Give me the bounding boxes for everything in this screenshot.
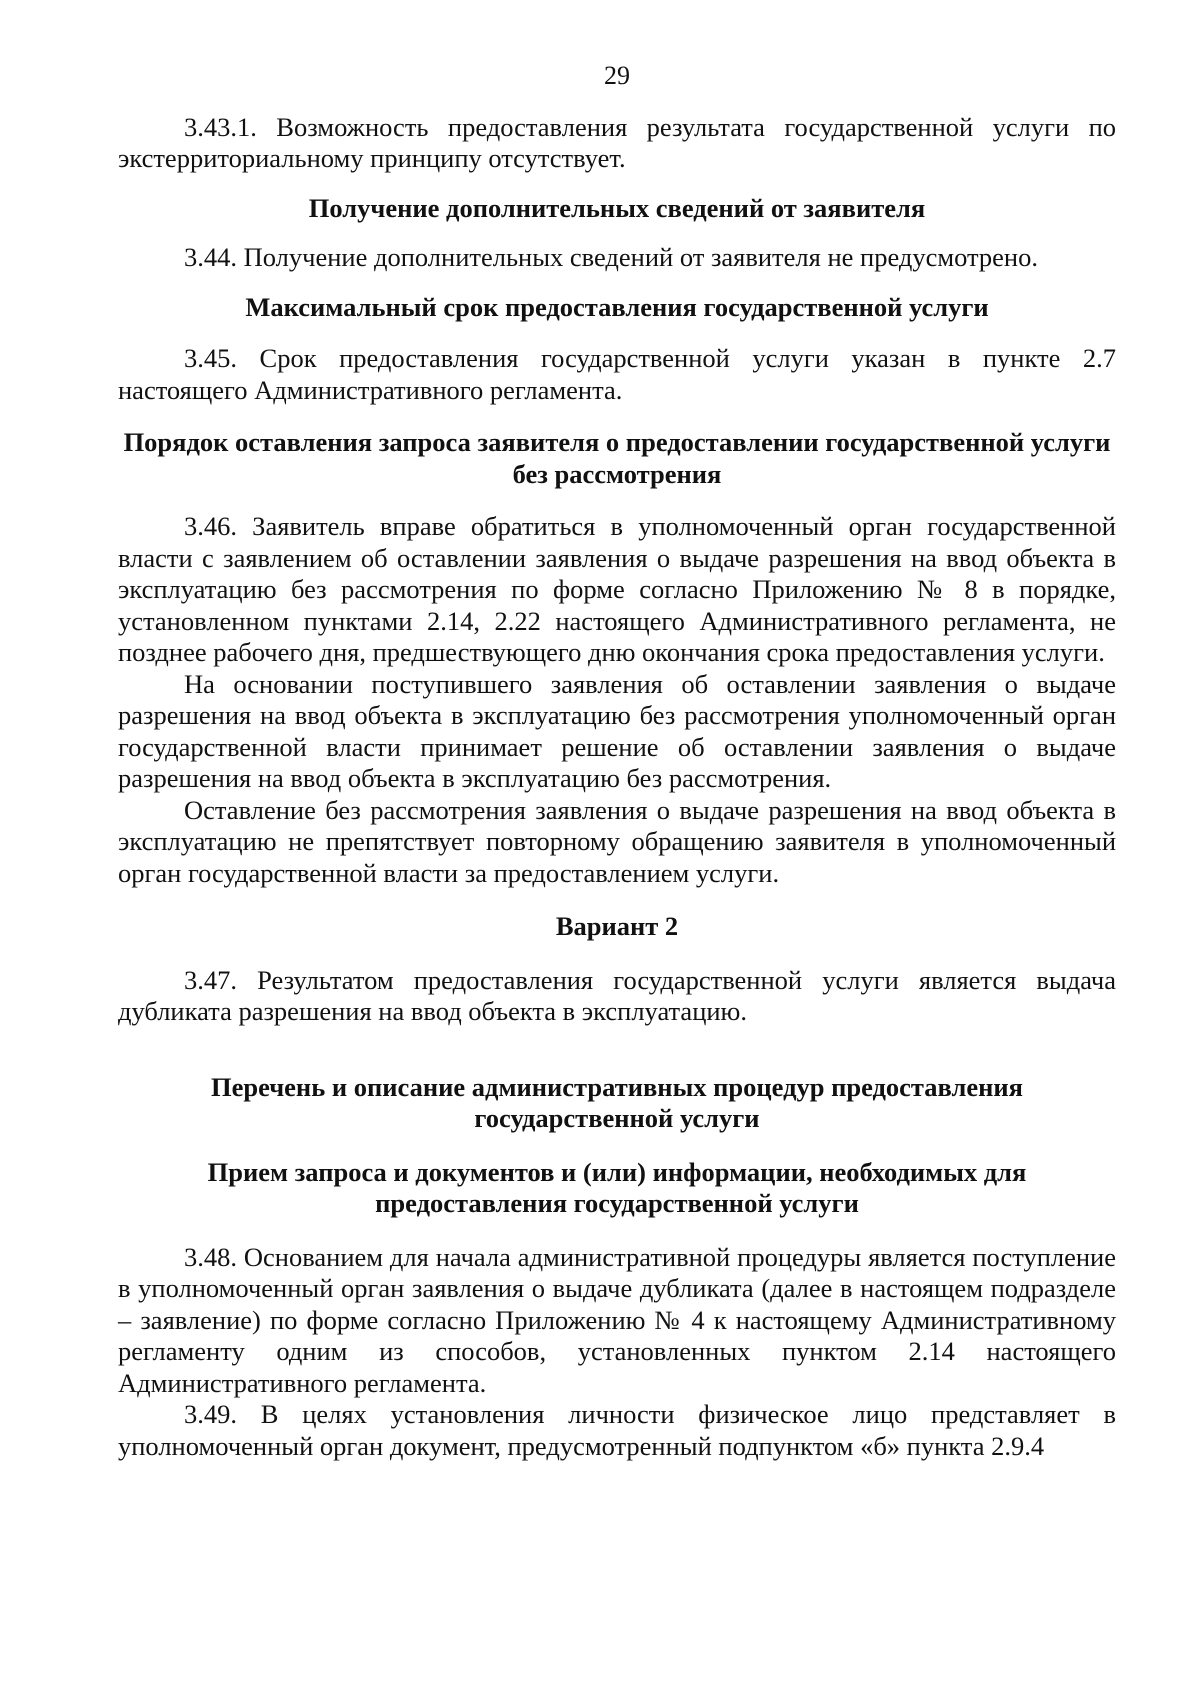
heading-request-reception: Прием запроса и документов и (или) информации, необходимых для предоставления государственной услуги — [207, 1156, 1027, 1218]
heading-variant-2: Вариант 2 — [555, 911, 679, 941]
page-number: 29 — [604, 61, 630, 90]
paragraph-3-47: 3.47. Результатом предоставления государственной услуги является выдача дубликата разрешения на ввод объекта в эксплуатацию. — [118, 964, 1116, 1026]
heading-additional-info: Получение дополнительных сведений от заявителя — [308, 192, 926, 223]
paragraph-3-46-decision: На основании поступившего заявления об оставлении заявления о выдаче разрешения на ввод объекта в эксплуатацию без рассмотрения уполномоченный орган государственной власти принимает решение об оставлении заявления о выдаче разрешения на ввод объекта в эксплуатацию без рассмотрения. — [118, 668, 1116, 793]
paragraph-3-48: 3.48. Основанием для начала административной процедуры является поступление в уполномоченный орган заявления о выдаче дубликата (далее в настоящем подразделе – заявление) по форме согласно Приложению № 4 к настоящему Административному регламенту одним из способов, установленных пунктом 2.14 настоящего Административного регламента. — [118, 1241, 1116, 1398]
heading-max-term: Максимальный срок предоставления государственной услуги — [245, 291, 989, 322]
heading-leave-without-review: Порядок оставления запроса заявителя о предоставлении государственной услуги без рассмотрения — [123, 427, 1111, 489]
heading-procedures-list: Перечень и описание административных процедур предоставления государственной услуги — [211, 1071, 1023, 1133]
document-page — [118, 60, 1116, 1462]
paragraph-3-45: 3.45. Срок предоставления государственной услуги указан в пункте 2.7 настоящего Административного регламента. — [118, 343, 1116, 405]
paragraph-3-44: 3.44. Получение дополнительных сведений от заявителя не предусмотрено. — [184, 242, 1038, 272]
paragraph-3-46-no-obstacle: Оставление без рассмотрения заявления о выдаче разрешения на ввод объекта в эксплуатацию не препятствует повторному обращению заявителя в уполномоченный орган государственной власти за предоставлением услуги. — [118, 794, 1116, 888]
paragraph-3-46: 3.46. Заявитель вправе обратиться в уполномоченный орган государственной власти с заявлением об оставлении заявления о выдаче разрешения на ввод объекта в эксплуатацию без рассмотрения по форме согласно Приложению № 8 в порядке, установленном пунктами 2.14, 2.22 настоящего Административного регламента, не позднее рабочего дня, предшествующего дню окончания срока предоставления услуги. — [118, 511, 1116, 667]
paragraph-3-43-1: 3.43.1. Возможность предоставления результата государственной услуги по экстерриториальному принципу отсутствует. — [118, 111, 1116, 173]
paragraph-3-49: 3.49. В целях установления личности физическое лицо представляет в уполномоченный орган документ, предусмотренный подпунктом «б» пункта 2.9.4 — [118, 1399, 1116, 1461]
